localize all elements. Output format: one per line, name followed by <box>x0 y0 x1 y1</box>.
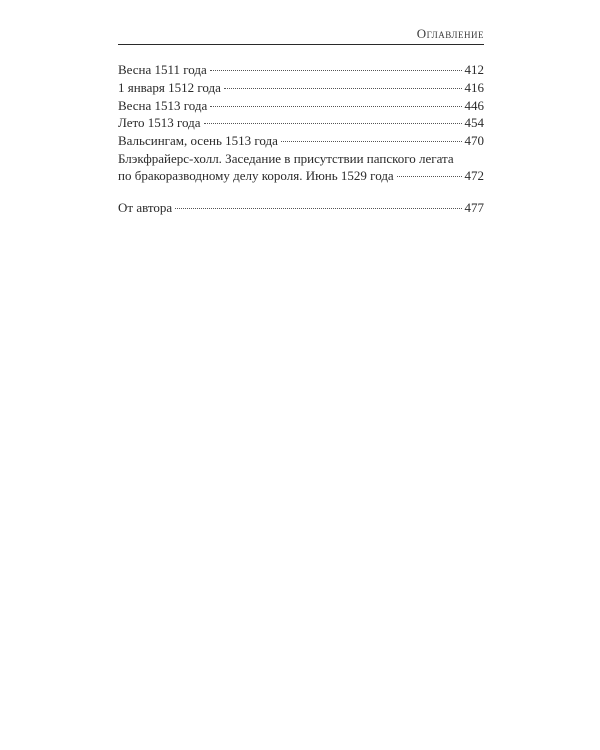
toc-entry-page: 446 <box>464 97 484 113</box>
dot-leader <box>210 70 462 71</box>
toc-entry-title: Вальсингам, осень 1513 года <box>118 133 278 149</box>
toc-entry[interactable] <box>118 150 484 184</box>
toc-entry-title: От автора <box>118 199 173 215</box>
toc-entry-title: 1 января 1512 года <box>118 79 221 95</box>
table-of-contents <box>118 61 484 217</box>
dot-leader <box>281 141 462 142</box>
toc-entry[interactable] <box>118 61 484 78</box>
toc-entry-page: 477 <box>464 199 484 215</box>
toc-entry-page: 454 <box>464 115 484 131</box>
toc-entry-title-line2: по бракоразводному делу короля. Июнь 1529 года <box>118 167 394 183</box>
toc-entry-page: 416 <box>464 79 484 95</box>
dot-leader <box>397 176 462 177</box>
toc-entry[interactable] <box>118 132 484 149</box>
header-rule <box>118 44 484 45</box>
toc-entry[interactable] <box>118 97 484 114</box>
toc-entry-title: Весна 1511 года <box>118 62 207 77</box>
dot-leader <box>224 88 462 89</box>
dot-leader <box>175 208 461 209</box>
toc-entry-page: 470 <box>464 133 484 149</box>
toc-entry-last-line <box>118 167 484 184</box>
toc-entry-page: 472 <box>464 167 484 183</box>
running-head: Оглавление <box>416 26 484 41</box>
toc-entry-title: Лето 1513 года <box>118 115 201 131</box>
toc-entry[interactable] <box>118 114 484 131</box>
dot-leader <box>204 123 462 124</box>
toc-entry-page: 412 <box>464 62 484 77</box>
dot-leader <box>210 106 461 107</box>
toc-entry-title-line1: Блэкфрайерс-холл. Заседание в присутствии папского легата <box>118 150 454 166</box>
toc-entry[interactable] <box>118 199 484 216</box>
toc-entry[interactable] <box>118 79 484 96</box>
toc-entry-title: Весна 1513 года <box>118 97 208 113</box>
